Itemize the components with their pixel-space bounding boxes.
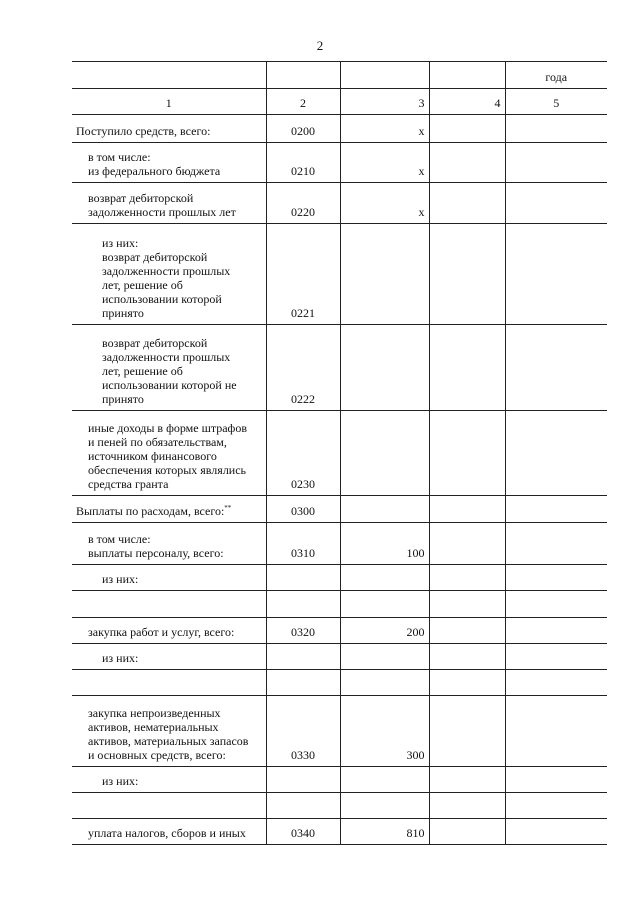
row-code: 0330 xyxy=(266,696,340,767)
row-kosgu: 300 xyxy=(340,696,429,767)
row-label-line: в том числе: xyxy=(88,532,151,546)
row-code xyxy=(266,591,340,618)
row-label xyxy=(72,523,266,565)
row-amount-col4 xyxy=(429,819,505,845)
column-number-1: 1 xyxy=(72,89,266,115)
table-row xyxy=(72,411,607,496)
row-kosgu xyxy=(340,670,429,696)
row-amount-col4 xyxy=(429,696,505,767)
row-label-line: из них: xyxy=(102,572,139,586)
row-label-line: средства гранта xyxy=(88,477,169,491)
row-code: 0320 xyxy=(266,618,340,644)
row-amount-col4 xyxy=(429,565,505,591)
row-amount-col5 xyxy=(505,143,607,183)
row-label-line: возврат дебиторской xyxy=(102,250,208,264)
row-code: 0300 xyxy=(266,496,340,523)
row-code: 0222 xyxy=(266,325,340,411)
row-amount-col4 xyxy=(429,767,505,793)
row-label-text: Выплаты по расходам, всего: xyxy=(76,504,225,518)
row-label-line: закупка работ и услуг, всего: xyxy=(88,625,235,639)
row-label xyxy=(72,696,266,767)
header-cell-1 xyxy=(72,62,266,89)
row-label-line: возврат дебиторской xyxy=(88,191,194,205)
row-amount-col4 xyxy=(429,591,505,618)
row-code: 0310 xyxy=(266,523,340,565)
row-kosgu: х xyxy=(340,115,429,143)
table-row xyxy=(72,115,607,143)
row-amount-col5 xyxy=(505,565,607,591)
table-row xyxy=(72,523,607,565)
row-amount-col5 xyxy=(505,325,607,411)
row-amount-col5 xyxy=(505,115,607,143)
row-label-line: закупка непроизведенных xyxy=(88,706,221,720)
column-number-3: 3 xyxy=(340,89,429,115)
row-label-line: уплата налогов, сборов и иных xyxy=(88,826,246,840)
row-label-line: принято xyxy=(102,392,144,406)
row-label-line: активов, нематериальных xyxy=(88,720,219,734)
header-cell-2 xyxy=(266,62,340,89)
row-code: 0220 xyxy=(266,183,340,224)
row-label xyxy=(72,143,266,183)
row-label xyxy=(72,819,266,845)
header-cell-year: года xyxy=(505,62,607,89)
table-row xyxy=(72,224,607,325)
row-code xyxy=(266,767,340,793)
row-kosgu: х xyxy=(340,143,429,183)
row-kosgu xyxy=(340,644,429,670)
row-kosgu xyxy=(340,793,429,819)
row-code xyxy=(266,670,340,696)
row-label-line: в том числе: xyxy=(88,150,151,164)
row-code xyxy=(266,565,340,591)
row-label-line: из них: xyxy=(102,236,139,250)
financial-report-table xyxy=(72,61,607,845)
table-row xyxy=(72,767,607,793)
row-label xyxy=(72,411,266,496)
row-amount-col4 xyxy=(429,411,505,496)
row-amount-col5 xyxy=(505,793,607,819)
row-code xyxy=(266,793,340,819)
column-number-row xyxy=(72,89,607,115)
row-code: 0221 xyxy=(266,224,340,325)
row-label xyxy=(72,115,266,143)
row-kosgu: х xyxy=(340,183,429,224)
row-kosgu: 200 xyxy=(340,618,429,644)
header-row xyxy=(72,62,607,89)
row-kosgu xyxy=(340,325,429,411)
table-row xyxy=(72,670,607,696)
row-label-line: задолженности прошлых лет xyxy=(88,205,236,219)
row-code: 0340 xyxy=(266,819,340,845)
column-number-4: 4 xyxy=(429,89,505,115)
row-label-line: и основных средств, всего: xyxy=(88,748,226,762)
row-amount-col4 xyxy=(429,523,505,565)
row-amount-col5 xyxy=(505,523,607,565)
row-code: 0230 xyxy=(266,411,340,496)
row-label-line: выплаты персоналу, всего: xyxy=(88,546,224,560)
row-amount-col4 xyxy=(429,325,505,411)
row-amount-col5 xyxy=(505,767,607,793)
footnote-marker: ** xyxy=(224,504,232,512)
row-label-line: из них: xyxy=(102,651,139,665)
row-label-line: источником финансового xyxy=(88,449,217,463)
row-label xyxy=(72,224,266,325)
row-label-line: Поступило средств, всего: xyxy=(76,124,211,138)
table-row xyxy=(72,143,607,183)
row-amount-col4 xyxy=(429,143,505,183)
row-amount-col4 xyxy=(429,115,505,143)
row-label xyxy=(72,618,266,644)
row-label xyxy=(72,767,266,793)
column-number-5: 5 xyxy=(505,89,607,115)
row-label-line: принято xyxy=(102,306,144,320)
row-label-line: использовании которой xyxy=(102,292,222,306)
row-label xyxy=(72,496,266,523)
row-kosgu xyxy=(340,767,429,793)
row-label-line: иные доходы в форме штрафов xyxy=(88,421,247,435)
row-kosgu xyxy=(340,591,429,618)
row-label-line: использовании которой не xyxy=(102,378,237,392)
row-amount-col5 xyxy=(505,819,607,845)
row-amount-col5 xyxy=(505,670,607,696)
row-label-line: обеспечения которых являлись xyxy=(88,463,247,477)
page-number: 2 xyxy=(316,38,324,53)
row-code xyxy=(266,644,340,670)
row-label-line: лет, решение об xyxy=(102,278,183,292)
table-row xyxy=(72,565,607,591)
row-label xyxy=(72,644,266,670)
row-label-line: лет, решение об xyxy=(102,364,183,378)
row-label-line xyxy=(76,504,262,518)
row-kosgu: 810 xyxy=(340,819,429,845)
row-label-line: из них: xyxy=(102,774,139,788)
table-row xyxy=(72,591,607,618)
table-row xyxy=(72,696,607,767)
row-label-line: и пеней по обязательствам, xyxy=(88,435,227,449)
row-amount-col5 xyxy=(505,183,607,224)
row-kosgu xyxy=(340,411,429,496)
row-kosgu xyxy=(340,496,429,523)
row-amount-col5 xyxy=(505,696,607,767)
row-amount-col5 xyxy=(505,411,607,496)
row-amount-col5 xyxy=(505,591,607,618)
row-label xyxy=(72,325,266,411)
row-amount-col5 xyxy=(505,644,607,670)
row-amount-col4 xyxy=(429,224,505,325)
row-amount-col4 xyxy=(429,670,505,696)
header-cell-4 xyxy=(429,62,505,89)
row-label-line: активов, материальных запасов xyxy=(88,734,249,748)
row-label xyxy=(72,793,266,819)
row-label xyxy=(72,670,266,696)
row-amount-col5 xyxy=(505,224,607,325)
header-cell-3 xyxy=(340,62,429,89)
row-amount-col4 xyxy=(429,183,505,224)
table-row xyxy=(72,644,607,670)
row-code: 0210 xyxy=(266,143,340,183)
column-number-2: 2 xyxy=(266,89,340,115)
row-label xyxy=(72,591,266,618)
row-label-line: задолженности прошлых xyxy=(102,264,231,278)
table-row xyxy=(72,183,607,224)
row-kosgu xyxy=(340,565,429,591)
row-amount-col5 xyxy=(505,496,607,523)
row-label-line: возврат дебиторской xyxy=(102,336,208,350)
report-body xyxy=(72,62,607,845)
row-label xyxy=(72,565,266,591)
row-kosgu: 100 xyxy=(340,523,429,565)
table-row xyxy=(72,618,607,644)
table-row xyxy=(72,325,607,411)
row-amount-col4 xyxy=(429,793,505,819)
row-kosgu xyxy=(340,224,429,325)
row-amount-col5 xyxy=(505,618,607,644)
row-amount-col4 xyxy=(429,496,505,523)
row-label-line: задолженности прошлых xyxy=(102,350,231,364)
table-row xyxy=(72,819,607,845)
row-label xyxy=(72,183,266,224)
table-row xyxy=(72,496,607,523)
row-code: 0200 xyxy=(266,115,340,143)
row-label-line: из федерального бюджета xyxy=(88,164,221,178)
row-amount-col4 xyxy=(429,618,505,644)
row-amount-col4 xyxy=(429,644,505,670)
table-row xyxy=(72,793,607,819)
